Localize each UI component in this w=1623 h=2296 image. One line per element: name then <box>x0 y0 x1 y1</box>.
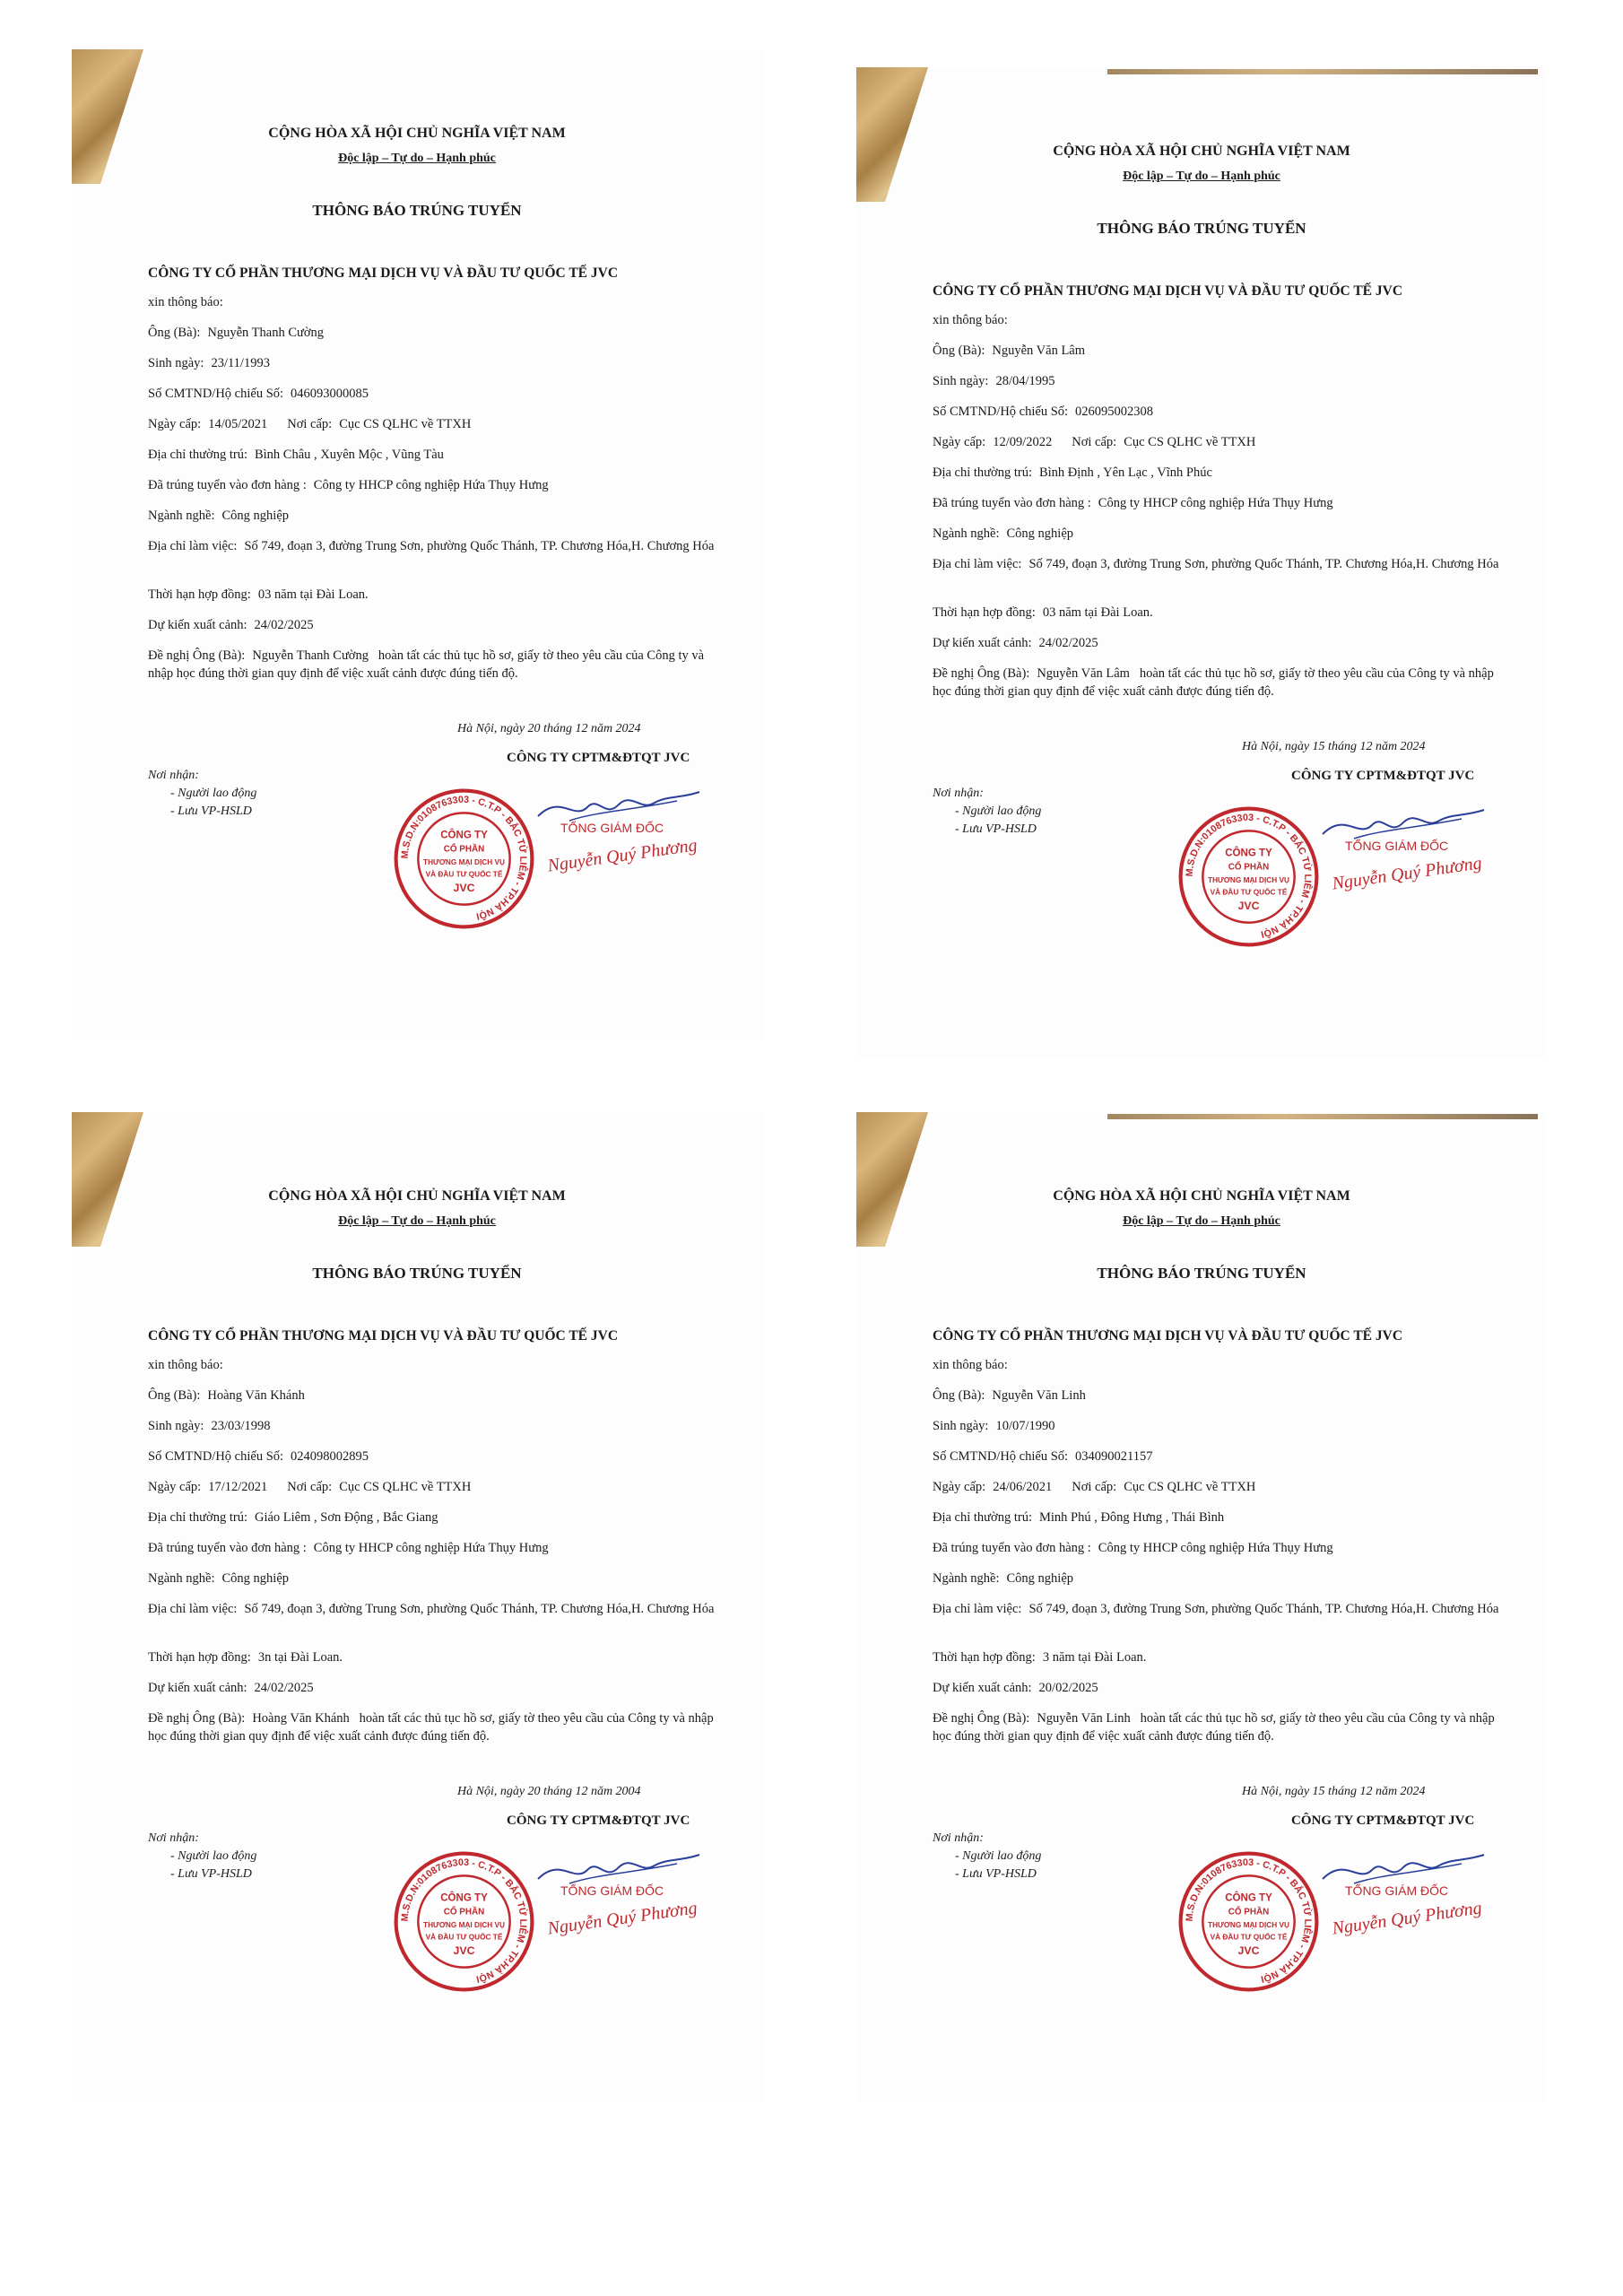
director-name: Nguyễn Quý Phương <box>546 835 699 876</box>
label: Đã trúng tuyển vào đơn hàng : <box>933 1541 1091 1555</box>
stamp-ring-text: M.S.D.N:0108763303 - C.T.P - BẮC TỪ LIÊM - TP.HÀ NỘI <box>1184 1857 1314 1985</box>
value: 03 năm tại Đài Loan. <box>1042 605 1153 620</box>
stamp-text: THƯƠNG MẠI DỊCH VỤ <box>423 858 505 867</box>
field-departure <box>148 1679 314 1697</box>
scan-edge <box>1107 1114 1538 1119</box>
field-dob <box>933 1417 1055 1435</box>
label: Địa chỉ làm việc: <box>933 1602 1022 1616</box>
value: 23/11/1993 <box>211 356 270 370</box>
value: 3n tại Đài Loan. <box>257 1650 343 1665</box>
field-departure <box>933 1679 1098 1697</box>
stamp-text: CỔ PHẦN <box>1228 1907 1270 1918</box>
value: 23/03/1998 <box>211 1419 271 1433</box>
recipient-archive: - Lưu VP-HSLD <box>170 804 252 818</box>
label: Đã trúng tuyển vào đơn hàng : <box>933 496 1091 510</box>
field-id <box>148 385 369 403</box>
recipients <box>933 785 1041 839</box>
label: Nơi cấp: <box>1072 1480 1117 1494</box>
recipient-archive: - Lưu VP-HSLD <box>955 1867 1037 1881</box>
value: Công ty HHCP công nghiệp Hứa Thụy Hưng <box>313 1541 549 1555</box>
field-name <box>148 324 324 342</box>
field-id <box>933 1448 1153 1465</box>
label: Địa chỉ làm việc: <box>148 1602 238 1616</box>
nation-header: CỘNG HÒA XÃ HỘI CHỦ NGHĨA VIỆT NAM <box>1053 144 1350 159</box>
label: Ông (Bà): <box>148 326 201 340</box>
intro-line: xin thông báo: <box>148 295 223 309</box>
value: Nguyễn Thanh Cường <box>207 326 325 340</box>
label: Ngày cấp: <box>933 435 986 449</box>
document-title: THÔNG BÁO TRÚNG TUYỂN <box>1097 1265 1306 1282</box>
label: Ngành nghề: <box>933 1571 1000 1586</box>
notice-document <box>856 1112 1547 2103</box>
recipients-title: Nơi nhận: <box>933 1831 984 1845</box>
value: Cục CS QLHC về TTXH <box>1124 435 1256 449</box>
label: Sinh ngày: <box>148 356 204 370</box>
value: 14/05/2021 <box>208 417 268 431</box>
label: Dự kiến xuất cảnh: <box>148 1681 247 1695</box>
label: Số CMTND/Hộ chiếu Số: <box>148 1449 284 1464</box>
intro-line: xin thông báo: <box>148 1358 223 1372</box>
stamp-text: VÀ ĐẦU TƯ QUỐC TẾ <box>1210 888 1288 897</box>
issue-date: Hà Nội, ngày 20 tháng 12 năm 2004 <box>457 1785 641 1798</box>
request-text: hoàn tất các thủ tục hồ sơ, giấy tờ theo yêu cầu của Công ty và nhập học đúng thời gian quy định để việc xuất cảnh được đúng tiến độ. <box>148 648 705 681</box>
company-name: CÔNG TY CỔ PHẦN THƯƠNG MẠI DỊCH VỤ VÀ ĐẦU TƯ QUỐC TẾ JVC <box>933 283 1403 299</box>
label: Nơi cấp: <box>1072 435 1117 449</box>
stamp-text: CỔ PHẦN <box>443 844 485 855</box>
request-paragraph <box>933 1709 1506 1745</box>
stamp-text: VÀ ĐẦU TƯ QUỐC TẾ <box>1210 1933 1288 1942</box>
value: Số 749, đoạn 3, đường Trung Sơn, phường Quốc Thánh, TP. Chương Hóa,H. Chương Hóa <box>1028 1602 1499 1616</box>
recipient-worker: - Người lao động <box>955 804 1042 818</box>
red-seal-stamp <box>390 1848 538 1996</box>
label: Dự kiến xuất cảnh: <box>933 1681 1032 1695</box>
label: Đã trúng tuyển vào đơn hàng : <box>148 1541 307 1555</box>
field-order <box>933 494 1333 512</box>
field-name <box>933 1387 1086 1405</box>
stamp-text: THƯƠNG MẠI DỊCH VỤ <box>423 1921 505 1930</box>
value: Bình Châu , Xuyên Mộc , Vũng Tàu <box>254 448 444 462</box>
label: Ngày cấp: <box>933 1480 986 1494</box>
recipients-title: Nơi nhận: <box>148 769 199 782</box>
value: Nguyễn Văn Lâm <box>992 344 1086 358</box>
field-address <box>148 446 444 464</box>
recipient-worker: - Người lao động <box>170 1849 257 1863</box>
field-departure <box>148 616 314 634</box>
signing-company: CÔNG TY CPTM&ĐTQT JVC <box>507 751 690 765</box>
label: Địa chỉ thường trú: <box>933 1510 1032 1525</box>
recipient-archive: - Lưu VP-HSLD <box>955 822 1037 836</box>
red-seal-stamp <box>1175 1848 1323 1996</box>
document-title: THÔNG BÁO TRÚNG TUYỂN <box>1097 220 1306 237</box>
red-seal-stamp <box>390 785 538 933</box>
field-job <box>148 1570 289 1587</box>
label: Số CMTND/Hộ chiếu Số: <box>933 1449 1069 1464</box>
label: Dự kiến xuất cảnh: <box>933 636 1032 650</box>
recipient-worker: - Người lao động <box>170 787 257 800</box>
label: Đã trúng tuyển vào đơn hàng : <box>148 478 307 492</box>
nation-header: CỘNG HÒA XÃ HỘI CHỦ NGHĨA VIỆT NAM <box>268 1188 566 1204</box>
value: Cục CS QLHC về TTXH <box>339 417 472 431</box>
label: Dự kiến xuất cảnh: <box>148 618 247 632</box>
field-term <box>933 604 1153 622</box>
label: Thời hạn hợp đồng: <box>933 1650 1036 1665</box>
director-title: TỔNG GIÁM ĐỐC <box>560 1883 664 1898</box>
label: Ngành nghề: <box>148 1571 215 1586</box>
value: Minh Phú , Đông Hưng , Thái Bình <box>1038 1510 1225 1525</box>
field-issue <box>148 415 471 433</box>
field-issue <box>933 433 1255 451</box>
value: 17/12/2021 <box>208 1480 268 1494</box>
value: 03 năm tại Đài Loan. <box>257 587 369 602</box>
notice-document <box>72 49 762 1040</box>
field-job <box>933 1570 1073 1587</box>
director-title: TỔNG GIÁM ĐỐC <box>560 821 664 835</box>
stamp-ring-text: M.S.D.N:0108763303 - C.T.P - BẮC TỪ LIÊM - TP.HÀ NỘI <box>399 1857 529 1985</box>
motto: Độc lập – Tự do – Hạnh phúc <box>338 1214 496 1228</box>
field-dob <box>933 372 1055 390</box>
field-address <box>933 1509 1224 1526</box>
issue-date: Hà Nội, ngày 15 tháng 12 năm 2024 <box>1242 1785 1426 1798</box>
stamp-text: THƯƠNG MẠI DỊCH VỤ <box>1208 1921 1289 1930</box>
value: Số 749, đoạn 3, đường Trung Sơn, phường Quốc Thánh, TP. Chương Hóa,H. Chương Hóa <box>1028 557 1499 571</box>
field-order <box>148 1539 549 1557</box>
request-text: hoàn tất các thủ tục hồ sơ, giấy tờ theo yêu cầu của Công ty và nhập học đúng thời gian quy định để việc xuất cảnh được đúng tiến độ. <box>933 666 1494 699</box>
value: Cục CS QLHC về TTXH <box>339 1480 472 1494</box>
label: Địa chỉ làm việc: <box>933 557 1022 571</box>
request-paragraph <box>148 1709 722 1745</box>
value: 24/02/2025 <box>254 1681 314 1695</box>
value: Công ty HHCP công nghiệp Hứa Thụy Hưng <box>313 478 549 492</box>
value: Hoàng Văn Khánh <box>252 1711 350 1726</box>
signing-company: CÔNG TY CPTM&ĐTQT JVC <box>507 1813 690 1828</box>
label: Địa chỉ thường trú: <box>933 465 1032 480</box>
field-departure <box>933 634 1098 652</box>
company-name: CÔNG TY CỔ PHẦN THƯƠNG MẠI DỊCH VỤ VÀ ĐẦU TƯ QUỐC TẾ JVC <box>148 1328 619 1344</box>
label: Địa chỉ thường trú: <box>148 448 247 462</box>
nation-header: CỘNG HÒA XÃ HỘI CHỦ NGHĨA VIỆT NAM <box>1053 1188 1350 1204</box>
label: Địa chỉ làm việc: <box>148 539 238 553</box>
stamp-ring-text: M.S.D.N:0108763303 - C.T.P - BẮC TỪ LIÊM - TP.HÀ NỘI <box>1184 812 1314 940</box>
field-id <box>148 1448 369 1465</box>
value: Bình Định , Yên Lạc , Vĩnh Phúc <box>1038 465 1212 480</box>
field-address <box>933 464 1212 482</box>
director-title: TỔNG GIÁM ĐỐC <box>1345 839 1449 853</box>
recipient-worker: - Người lao động <box>955 1849 1042 1863</box>
document-title: THÔNG BÁO TRÚNG TUYỂN <box>312 202 522 219</box>
label: Nơi cấp: <box>287 1480 333 1494</box>
value: 10/07/1990 <box>995 1419 1055 1433</box>
label: Đề nghị Ông (Bà): <box>148 1711 246 1726</box>
field-name <box>933 342 1085 360</box>
field-work-address <box>148 537 722 555</box>
request-paragraph <box>148 647 722 683</box>
field-address <box>148 1509 438 1526</box>
signing-company: CÔNG TY CPTM&ĐTQT JVC <box>1291 1813 1475 1828</box>
signing-company: CÔNG TY CPTM&ĐTQT JVC <box>1291 769 1475 783</box>
field-order <box>933 1539 1333 1557</box>
value: 034090021157 <box>1075 1449 1153 1464</box>
request-text: hoàn tất các thủ tục hồ sơ, giấy tờ theo yêu cầu của Công ty và nhập học đúng thời gian quy định để việc xuất cảnh được đúng tiến độ. <box>933 1711 1495 1744</box>
field-order <box>148 476 549 494</box>
label: Ông (Bà): <box>148 1388 201 1403</box>
request-paragraph <box>933 665 1506 700</box>
value: Công ty HHCP công nghiệp Hứa Thụy Hưng <box>1098 496 1333 510</box>
motto: Độc lập – Tự do – Hạnh phúc <box>1123 1214 1280 1228</box>
label: Ông (Bà): <box>933 344 985 358</box>
issue-date: Hà Nội, ngày 15 tháng 12 năm 2024 <box>1242 740 1426 753</box>
recipients-title: Nơi nhận: <box>933 787 984 800</box>
company-name: CÔNG TY CỔ PHẦN THƯƠNG MẠI DỊCH VỤ VÀ ĐẦU TƯ QUỐC TẾ JVC <box>148 265 619 281</box>
field-issue <box>933 1478 1255 1496</box>
label: Địa chỉ thường trú: <box>148 1510 247 1525</box>
value: 12/09/2022 <box>993 435 1053 449</box>
label: Sinh ngày: <box>933 374 989 388</box>
value: Công nghiệp <box>1006 1571 1074 1586</box>
value: Hoàng Văn Khánh <box>207 1388 305 1403</box>
intro-line: xin thông báo: <box>933 313 1008 327</box>
value: Công ty HHCP công nghiệp Hứa Thụy Hưng <box>1098 1541 1333 1555</box>
label: Ngày cấp: <box>148 417 202 431</box>
label: Đề nghị Ông (Bà): <box>933 1711 1030 1726</box>
value: Nguyễn Thanh Cường <box>252 648 369 663</box>
field-job <box>933 525 1073 543</box>
notice-document <box>856 67 1547 1058</box>
label: Ngày cấp: <box>148 1480 202 1494</box>
field-term <box>933 1648 1146 1666</box>
director-name: Nguyễn Quý Phương <box>1331 1898 1483 1939</box>
label: Đề nghị Ông (Bà): <box>148 648 246 663</box>
director-title: TỔNG GIÁM ĐỐC <box>1345 1883 1449 1898</box>
request-text: hoàn tất các thủ tục hồ sơ, giấy tờ theo yêu cầu của Công ty và nhập học đúng thời gian quy định để việc xuất cảnh được đúng tiến độ. <box>148 1711 714 1744</box>
red-seal-stamp <box>1175 803 1323 951</box>
motto: Độc lập – Tự do – Hạnh phúc <box>338 152 496 165</box>
value: Số 749, đoạn 3, đường Trung Sơn, phường Quốc Thánh, TP. Chương Hóa,H. Chương Hóa <box>244 539 715 553</box>
label: Ngành nghề: <box>148 509 215 523</box>
stamp-text: JVC <box>1237 899 1260 912</box>
field-work-address <box>933 555 1506 573</box>
director-name: Nguyễn Quý Phương <box>546 1898 699 1939</box>
field-dob <box>148 1417 271 1435</box>
label: Số CMTND/Hộ chiếu Số: <box>148 387 284 401</box>
motto: Độc lập – Tự do – Hạnh phúc <box>1123 170 1280 183</box>
value: Công nghiệp <box>221 509 290 523</box>
recipients <box>148 1830 256 1883</box>
field-job <box>148 507 289 525</box>
issue-date: Hà Nội, ngày 20 tháng 12 năm 2024 <box>457 722 641 735</box>
field-work-address <box>933 1600 1506 1618</box>
recipients <box>148 767 256 821</box>
value: Số 749, đoạn 3, đường Trung Sơn, phường Quốc Thánh, TP. Chương Hóa,H. Chương Hóa <box>244 1602 715 1616</box>
stamp-text: CỔ PHẦN <box>443 1907 485 1918</box>
stamp-text: VÀ ĐẦU TƯ QUỐC TẾ <box>425 870 503 879</box>
notice-document <box>72 1112 762 2103</box>
stamp-ring-text: M.S.D.N:0108763303 - C.T.P - BẮC TỪ LIÊM - TP.HÀ NỘI <box>399 794 529 922</box>
value: Giáo Liêm , Sơn Động , Bắc Giang <box>254 1510 438 1525</box>
value: Nguyễn Văn Linh <box>992 1388 1086 1403</box>
stamp-text: CÔNG TY <box>1225 1892 1272 1904</box>
label: Nơi cấp: <box>287 417 333 431</box>
value: 24/02/2025 <box>1038 636 1098 650</box>
recipients <box>933 1830 1041 1883</box>
field-work-address <box>148 1600 722 1618</box>
field-term <box>148 1648 343 1666</box>
stamp-text: CÔNG TY <box>440 830 488 841</box>
field-term <box>148 586 369 604</box>
intro-line: xin thông báo: <box>933 1358 1008 1372</box>
document-title: THÔNG BÁO TRÚNG TUYỂN <box>312 1265 522 1282</box>
value: 026095002308 <box>1075 404 1154 419</box>
label: Thời hạn hợp đồng: <box>148 1650 251 1665</box>
nation-header: CỘNG HÒA XÃ HỘI CHỦ NGHĨA VIỆT NAM <box>268 126 566 141</box>
stamp-text: JVC <box>453 881 475 894</box>
stamp-text: THƯƠNG MẠI DỊCH VỤ <box>1208 876 1289 885</box>
scan-edge <box>1107 69 1538 74</box>
field-name <box>148 1387 305 1405</box>
value: 024098002895 <box>291 1449 369 1464</box>
value: 24/06/2021 <box>993 1480 1053 1494</box>
value: 24/02/2025 <box>254 618 314 632</box>
label: Số CMTND/Hộ chiếu Số: <box>933 404 1069 419</box>
stamp-text: CÔNG TY <box>440 1892 488 1904</box>
stamp-text: JVC <box>1237 1944 1260 1957</box>
label: Ông (Bà): <box>933 1388 985 1403</box>
recipient-archive: - Lưu VP-HSLD <box>170 1867 252 1881</box>
stamp-text: VÀ ĐẦU TƯ QUỐC TẾ <box>425 1933 503 1942</box>
label: Sinh ngày: <box>148 1419 204 1433</box>
value: 046093000085 <box>291 387 369 401</box>
stamp-text: JVC <box>453 1944 475 1957</box>
label: Thời hạn hợp đồng: <box>933 605 1036 620</box>
label: Ngành nghề: <box>933 526 1000 541</box>
value: 3 năm tại Đài Loan. <box>1042 1650 1147 1665</box>
value: 20/02/2025 <box>1038 1681 1098 1695</box>
value: Cục CS QLHC về TTXH <box>1124 1480 1256 1494</box>
director-name: Nguyễn Quý Phương <box>1331 853 1483 894</box>
recipients-title: Nơi nhận: <box>148 1831 199 1845</box>
label: Thời hạn hợp đồng: <box>148 587 251 602</box>
value: Nguyễn Văn Lâm <box>1037 666 1130 681</box>
label: Sinh ngày: <box>933 1419 989 1433</box>
field-issue <box>148 1478 471 1496</box>
field-id <box>933 403 1153 421</box>
value: Công nghiệp <box>221 1571 290 1586</box>
stamp-text: CÔNG TY <box>1225 848 1272 859</box>
value: Nguyễn Văn Linh <box>1037 1711 1131 1726</box>
value: Công nghiệp <box>1006 526 1074 541</box>
field-dob <box>148 354 270 372</box>
stamp-text: CỔ PHẦN <box>1228 862 1270 873</box>
value: 28/04/1995 <box>995 374 1055 388</box>
company-name: CÔNG TY CỔ PHẦN THƯƠNG MẠI DỊCH VỤ VÀ ĐẦU TƯ QUỐC TẾ JVC <box>933 1328 1403 1344</box>
label: Đề nghị Ông (Bà): <box>933 666 1030 681</box>
